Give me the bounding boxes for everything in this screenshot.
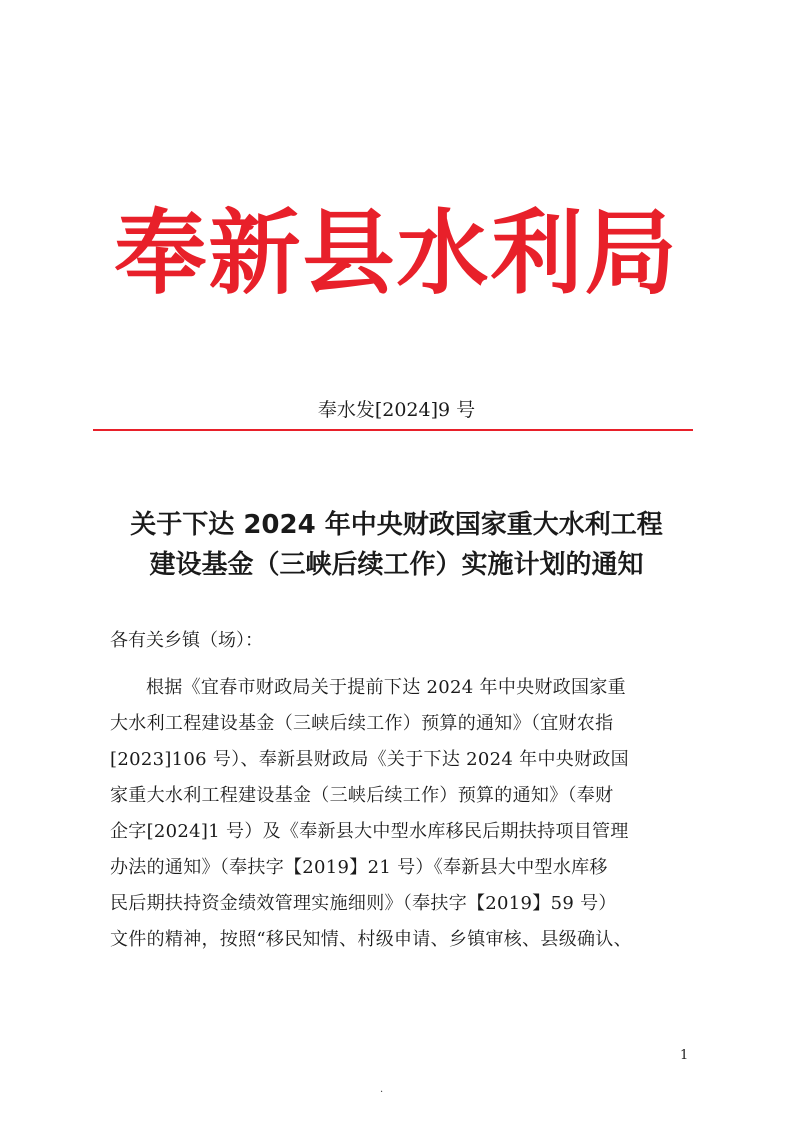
document-number: 奉水发[2024]9 号: [317, 399, 476, 421]
body-line: 家重大水利工程建设基金（三峡后续工作）预算的通知》（奉财: [110, 785, 614, 806]
agency-header-title: 奉新县水利局: [114, 199, 679, 307]
body-line: 根据《宜春市财政局关于提前下达 2024 年中央财政国家重: [146, 677, 626, 698]
body-line: 大水利工程建设基金（三峡后续工作）预算的通知》（宜财农指: [110, 713, 614, 734]
page-number: 1: [680, 1048, 689, 1063]
body-paragraph: [110, 670, 700, 958]
red-separator-line: [93, 429, 693, 431]
body-line: 文件的精神，按照“移民知情、村级申请、乡镇审核、县级确认、: [110, 929, 632, 950]
notice-title-line-2: 建设基金（三峡后续工作）实施计划的通知: [149, 550, 644, 580]
body-line: 企字[2024]1 号）及《奉新县大中型水库移民后期扶持项目管理: [110, 821, 629, 842]
body-line: 民后期扶持资金绩效管理实施细则》（奉扶字【2019】59 号）: [110, 893, 617, 914]
notice-title: [0, 505, 793, 585]
notice-title-line-1: 关于下达 2024 年中央财政国家重大水利工程: [130, 510, 663, 540]
scan-speck: ·: [380, 1087, 384, 1098]
body-line: [2023]106 号）、奉新县财政局《关于下达 2024 年中央财政国: [110, 749, 629, 770]
salutation: 各有关乡镇（场）：: [110, 630, 263, 651]
body-line: 办法的通知》（奉扶字【2019】21 号）《奉新县大中型水库移: [110, 857, 608, 878]
